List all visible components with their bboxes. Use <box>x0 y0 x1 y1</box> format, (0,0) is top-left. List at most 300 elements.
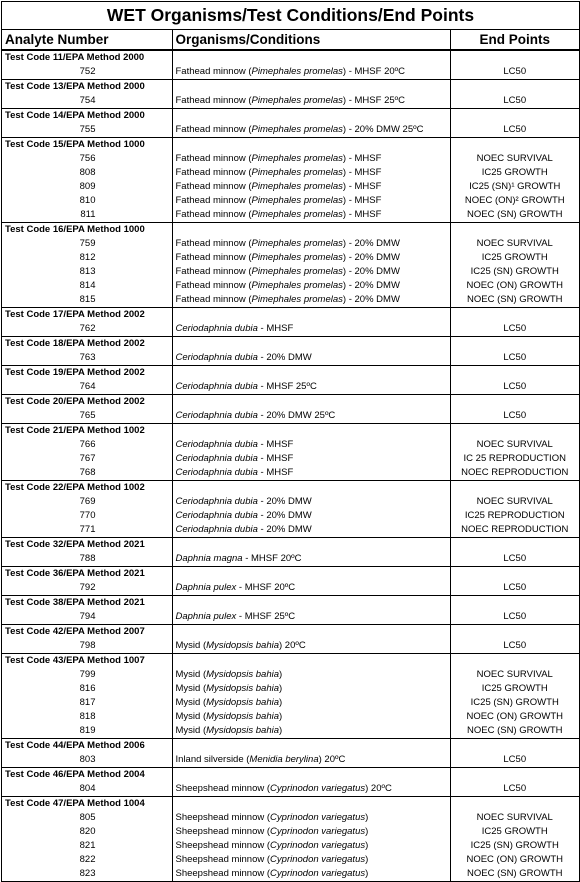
empty-cell <box>450 80 579 95</box>
analyte-number: 814 <box>79 280 96 291</box>
analyte-number: 767 <box>79 453 96 464</box>
end-point: IC25 (SN)¹ GROWTH <box>450 180 579 194</box>
test-condition: - MHSF <box>257 453 294 464</box>
organism-condition <box>172 710 450 724</box>
organism-species-name: Ceriodaphnia dubia <box>175 410 258 421</box>
test-code-label: Test Code 43/EPA Method 1007 <box>2 654 172 669</box>
table-row <box>2 853 579 867</box>
table-row <box>2 811 579 825</box>
analyte-number: 808 <box>79 167 96 178</box>
end-point: LC50 <box>450 65 579 80</box>
organism-condition <box>172 322 450 337</box>
analyte-number: 804 <box>79 783 96 794</box>
test-code-label: Test Code 15/EPA Method 1000 <box>2 138 172 153</box>
test-code-label: Test Code 38/EPA Method 2021 <box>2 596 172 611</box>
empty-cell <box>450 538 579 553</box>
end-point: LC50 <box>450 581 579 596</box>
empty-cell <box>172 797 450 812</box>
analyte-number: 810 <box>79 195 96 206</box>
end-point: LC50 <box>450 351 579 366</box>
organism-species-name: Cyprinodon variegatus <box>270 868 366 879</box>
test-code-row <box>2 739 579 754</box>
organism-species-name: Pimephales promelas <box>251 252 343 263</box>
page-title: WET Organisms/Test Conditions/End Points <box>2 2 579 30</box>
organism-species-name: Mysidopsis bahia <box>206 683 279 694</box>
empty-cell <box>450 337 579 352</box>
organism-species-name: Pimephales promelas <box>251 238 343 249</box>
test-code-label: Test Code 46/EPA Method 2004 <box>2 768 172 783</box>
table-row <box>2 194 579 208</box>
empty-cell <box>172 739 450 754</box>
test-code-label: Test Code 20/EPA Method 2002 <box>2 395 172 410</box>
analyte-number: 816 <box>79 683 96 694</box>
end-point: NOEC SURVIVAL <box>450 668 579 682</box>
empty-cell <box>450 366 579 381</box>
end-point: IC 25 REPRODUCTION <box>450 452 579 466</box>
test-condition: ) <box>365 868 369 879</box>
test-condition: ) <box>279 669 283 680</box>
end-point: LC50 <box>450 94 579 109</box>
organism-species-name: Ceriodaphnia dubia <box>175 524 258 535</box>
empty-cell <box>172 481 450 496</box>
analyte-number: 821 <box>79 840 96 851</box>
organism-condition <box>172 825 450 839</box>
empty-cell <box>172 80 450 95</box>
organism-species-name: Ceriodaphnia dubia <box>175 467 258 478</box>
empty-cell <box>172 654 450 669</box>
organism-common-name: Sheepshead minnow ( <box>175 812 271 823</box>
empty-cell <box>172 596 450 611</box>
test-condition: ) - MHSF <box>342 153 382 164</box>
test-code-row <box>2 223 579 238</box>
empty-cell <box>172 567 450 582</box>
end-point: LC50 <box>450 639 579 654</box>
table-row <box>2 509 579 523</box>
organism-species-name: Pimephales promelas <box>251 209 343 220</box>
end-point: IC25 (SN) GROWTH <box>450 265 579 279</box>
analyte-number: 799 <box>79 669 96 680</box>
organism-condition <box>172 466 450 481</box>
table-row <box>2 782 579 797</box>
organism-species-name: Mysidopsis bahia <box>206 697 279 708</box>
organism-condition <box>172 668 450 682</box>
test-condition: - MHSF 20ºC <box>236 582 296 593</box>
organism-common-name: Sheepshead minnow ( <box>175 868 271 879</box>
empty-cell <box>172 109 450 124</box>
analyte-number: 817 <box>79 697 96 708</box>
analyte-number: 820 <box>79 826 96 837</box>
empty-cell <box>172 366 450 381</box>
table-row <box>2 409 579 424</box>
test-code-row <box>2 109 579 124</box>
empty-cell <box>172 337 450 352</box>
table-row <box>2 351 579 366</box>
organism-species-name: Cyprinodon variegatus <box>270 854 366 865</box>
end-point: NOEC (ON)² GROWTH <box>450 194 579 208</box>
organism-common-name: Mysid ( <box>175 640 207 651</box>
organism-condition <box>172 610 450 625</box>
end-point: NOEC REPRODUCTION <box>450 523 579 538</box>
organism-condition <box>172 867 450 881</box>
analyte-number: 819 <box>79 725 96 736</box>
table-row <box>2 265 579 279</box>
analyte-number: 809 <box>79 181 96 192</box>
end-point: LC50 <box>450 753 579 768</box>
organism-condition <box>172 853 450 867</box>
test-condition: ) - MHSF <box>342 195 382 206</box>
analyte-number: 754 <box>79 95 96 106</box>
test-code-label: Test Code 19/EPA Method 2002 <box>2 366 172 381</box>
table-row <box>2 166 579 180</box>
test-condition: ) 20ºC <box>318 754 346 765</box>
organism-condition <box>172 753 450 768</box>
organism-condition <box>172 811 450 825</box>
table-row <box>2 279 579 293</box>
organism-condition <box>172 265 450 279</box>
organism-condition <box>172 208 450 223</box>
table-row <box>2 251 579 265</box>
table-row <box>2 639 579 654</box>
organism-species-name: Ceriodaphnia dubia <box>175 496 258 507</box>
test-condition: ) - 20% DMW <box>342 294 400 305</box>
test-code-row <box>2 596 579 611</box>
header-analyte-number: Analyte Number <box>2 30 172 50</box>
end-point: IC25 GROWTH <box>450 825 579 839</box>
test-condition: ) - MHSF <box>342 209 382 220</box>
end-point: LC50 <box>450 782 579 797</box>
table-row <box>2 668 579 682</box>
test-code-row <box>2 80 579 95</box>
table-row <box>2 208 579 223</box>
organism-common-name: Fathead minnow ( <box>175 167 252 178</box>
end-point: NOEC SURVIVAL <box>450 811 579 825</box>
test-code-row <box>2 424 579 439</box>
organism-condition <box>172 380 450 395</box>
endpoints-table <box>2 30 579 881</box>
organism-species-name: Mysidopsis bahia <box>206 711 279 722</box>
empty-cell <box>450 739 579 754</box>
test-code-row <box>2 625 579 640</box>
organism-species-name: Pimephales promelas <box>251 280 343 291</box>
test-code-label: Test Code 13/EPA Method 2000 <box>2 80 172 95</box>
organism-species-name: Ceriodaphnia dubia <box>175 510 258 521</box>
organism-common-name: Mysid ( <box>175 697 207 708</box>
organism-condition <box>172 152 450 166</box>
organism-species-name: Cyprinodon variegatus <box>270 783 366 794</box>
table-row <box>2 696 579 710</box>
analyte-number: 811 <box>80 209 96 220</box>
organism-condition <box>172 724 450 739</box>
table-row <box>2 867 579 881</box>
end-point: LC50 <box>450 380 579 395</box>
organism-species-name: Mysidopsis bahia <box>206 725 279 736</box>
organism-species-name: Pimephales promelas <box>251 195 343 206</box>
organism-species-name: Cyprinodon variegatus <box>270 840 366 851</box>
analyte-number: 764 <box>79 381 96 392</box>
test-condition: - MHSF <box>257 467 294 478</box>
empty-cell <box>172 138 450 153</box>
test-condition: ) - 20% DMW 25ºC <box>342 124 424 135</box>
analyte-number: 822 <box>79 854 96 865</box>
table-row <box>2 452 579 466</box>
organism-species-name: Menidia berylina <box>249 754 319 765</box>
table-row <box>2 123 579 138</box>
empty-cell <box>450 768 579 783</box>
organism-condition <box>172 639 450 654</box>
test-code-row <box>2 768 579 783</box>
end-point: LC50 <box>450 322 579 337</box>
organism-condition <box>172 251 450 265</box>
organism-common-name: Mysid ( <box>175 711 207 722</box>
table-row <box>2 180 579 194</box>
test-code-row <box>2 337 579 352</box>
organism-species-name: Pimephales promelas <box>251 153 343 164</box>
end-point: IC25 GROWTH <box>450 682 579 696</box>
organism-common-name: Fathead minnow ( <box>175 280 252 291</box>
header-end-points: End Points <box>450 30 579 50</box>
test-condition: ) - MHSF 25ºC <box>342 95 405 106</box>
organism-species-name: Mysidopsis bahia <box>206 640 279 651</box>
organism-condition <box>172 495 450 509</box>
empty-cell <box>450 308 579 323</box>
organism-species-name: Pimephales promelas <box>251 294 343 305</box>
empty-cell <box>172 395 450 410</box>
organism-condition <box>172 581 450 596</box>
empty-cell <box>450 797 579 812</box>
organism-species-name: Cyprinodon variegatus <box>270 812 366 823</box>
end-point: LC50 <box>450 409 579 424</box>
test-condition: - 20% DMW <box>257 524 312 535</box>
end-point: NOEC (SN) GROWTH <box>450 867 579 881</box>
organism-species-name: Daphnia pulex <box>175 611 237 622</box>
organism-common-name: Sheepshead minnow ( <box>175 826 271 837</box>
analyte-number: 756 <box>79 153 96 164</box>
analyte-number: 771 <box>79 524 96 535</box>
organism-condition <box>172 552 450 567</box>
test-condition: - 20% DMW 25ºC <box>257 410 336 421</box>
table-row <box>2 152 579 166</box>
test-condition: - MHSF <box>257 323 294 334</box>
organism-species-name: Daphnia magna <box>175 553 243 564</box>
end-point: NOEC (SN) GROWTH <box>450 208 579 223</box>
analyte-number: 818 <box>79 711 96 722</box>
end-point: NOEC SURVIVAL <box>450 152 579 166</box>
organism-species-name: Cyprinodon variegatus <box>270 826 366 837</box>
analyte-number: 798 <box>79 640 96 651</box>
organism-species-name: Ceriodaphnia dubia <box>175 352 258 363</box>
test-condition: ) - 20% DMW <box>342 238 400 249</box>
table-row <box>2 523 579 538</box>
test-code-row <box>2 538 579 553</box>
test-condition: ) - MHSF <box>342 181 382 192</box>
empty-cell <box>450 654 579 669</box>
table-row <box>2 581 579 596</box>
organism-common-name: Fathead minnow ( <box>175 95 252 106</box>
test-condition: ) <box>279 697 283 708</box>
table-row <box>2 682 579 696</box>
organism-condition <box>172 452 450 466</box>
test-condition: ) - MHSF 20ºC <box>342 66 405 77</box>
organism-species-name: Pimephales promelas <box>251 124 343 135</box>
organism-condition <box>172 509 450 523</box>
test-condition: ) - 20% DMW <box>342 252 400 263</box>
table-row <box>2 724 579 739</box>
table-row <box>2 94 579 109</box>
empty-cell <box>450 424 579 439</box>
organism-condition <box>172 293 450 308</box>
organism-common-name: Sheepshead minnow ( <box>175 783 271 794</box>
table-body <box>2 50 579 881</box>
analyte-number: 788 <box>79 553 96 564</box>
test-code-row <box>2 366 579 381</box>
test-condition: - MHSF <box>257 439 294 450</box>
end-point: IC25 (SN) GROWTH <box>450 696 579 710</box>
organism-common-name: Fathead minnow ( <box>175 238 252 249</box>
organism-condition <box>172 782 450 797</box>
test-condition: - MHSF 20ºC <box>242 553 302 564</box>
organism-species-name: Ceriodaphnia dubia <box>175 453 258 464</box>
empty-cell <box>450 481 579 496</box>
table-row <box>2 237 579 251</box>
test-code-label: Test Code 16/EPA Method 1000 <box>2 223 172 238</box>
organism-species-name: Pimephales promelas <box>251 95 343 106</box>
end-point: NOEC (SN) GROWTH <box>450 724 579 739</box>
test-code-label: Test Code 21/EPA Method 1002 <box>2 424 172 439</box>
analyte-number: 759 <box>79 238 96 249</box>
table-row <box>2 438 579 452</box>
test-condition: ) 20ºC <box>365 783 392 794</box>
test-code-row <box>2 50 579 65</box>
test-condition: ) - 20% DMW <box>342 280 400 291</box>
organism-species-name: Ceriodaphnia dubia <box>175 323 258 334</box>
organism-condition <box>172 438 450 452</box>
empty-cell <box>450 138 579 153</box>
header-organisms-conditions: Organisms/Conditions <box>172 30 450 50</box>
analyte-number: 763 <box>79 352 96 363</box>
empty-cell <box>450 596 579 611</box>
end-point: NOEC (ON) GROWTH <box>450 853 579 867</box>
empty-cell <box>172 538 450 553</box>
test-code-label: Test Code 18/EPA Method 2002 <box>2 337 172 352</box>
test-code-label: Test Code 17/EPA Method 2002 <box>2 308 172 323</box>
table-row <box>2 839 579 853</box>
test-code-label: Test Code 36/EPA Method 2021 <box>2 567 172 582</box>
table-row <box>2 380 579 395</box>
organism-species-name: Daphnia pulex <box>175 582 237 593</box>
organism-condition <box>172 65 450 80</box>
test-condition: - MHSF 25ºC <box>236 611 296 622</box>
organism-condition <box>172 180 450 194</box>
empty-cell <box>450 223 579 238</box>
organism-common-name: Sheepshead minnow ( <box>175 854 271 865</box>
organism-common-name: Mysid ( <box>175 669 207 680</box>
analyte-number: 813 <box>79 266 96 277</box>
test-condition: ) - MHSF <box>342 167 382 178</box>
test-condition: ) <box>365 854 369 865</box>
analyte-number: 792 <box>79 582 96 593</box>
test-condition: ) <box>279 725 283 736</box>
organism-condition <box>172 351 450 366</box>
test-code-row <box>2 308 579 323</box>
end-point: NOEC (ON) GROWTH <box>450 279 579 293</box>
empty-cell <box>172 50 450 65</box>
end-point: NOEC (ON) GROWTH <box>450 710 579 724</box>
end-point: NOEC (SN) GROWTH <box>450 293 579 308</box>
empty-cell <box>172 768 450 783</box>
organism-species-name: Pimephales promelas <box>251 181 343 192</box>
empty-cell <box>450 567 579 582</box>
analyte-number: 805 <box>79 812 96 823</box>
table-row <box>2 825 579 839</box>
empty-cell <box>450 50 579 65</box>
organism-species-name: Pimephales promelas <box>251 266 343 277</box>
empty-cell <box>172 625 450 640</box>
analyte-number: 752 <box>79 66 96 77</box>
test-code-row <box>2 395 579 410</box>
analyte-number: 769 <box>79 496 96 507</box>
organism-common-name: Fathead minnow ( <box>175 181 252 192</box>
end-point: IC25 (SN) GROWTH <box>450 839 579 853</box>
end-point: NOEC SURVIVAL <box>450 237 579 251</box>
analyte-number: 823 <box>79 868 96 879</box>
table-row <box>2 322 579 337</box>
end-point: LC50 <box>450 123 579 138</box>
organism-common-name: Fathead minnow ( <box>175 266 252 277</box>
end-point: IC25 GROWTH <box>450 251 579 265</box>
empty-cell <box>450 109 579 124</box>
organism-condition <box>172 194 450 208</box>
test-condition: ) <box>365 840 369 851</box>
organism-common-name: Sheepshead minnow ( <box>175 840 271 851</box>
test-code-row <box>2 654 579 669</box>
test-condition: ) <box>279 711 283 722</box>
empty-cell <box>172 223 450 238</box>
analyte-number: 768 <box>79 467 96 478</box>
organism-condition <box>172 123 450 138</box>
organism-common-name: Fathead minnow ( <box>175 294 252 305</box>
organism-condition <box>172 839 450 853</box>
test-code-row <box>2 567 579 582</box>
organism-species-name: Mysidopsis bahia <box>206 669 279 680</box>
test-code-row <box>2 138 579 153</box>
test-code-label: Test Code 11/EPA Method 2000 <box>5 52 145 63</box>
organism-species-name: Pimephales promelas <box>251 66 343 77</box>
empty-cell <box>450 395 579 410</box>
organism-common-name: Fathead minnow ( <box>175 252 252 263</box>
test-code-label: Test Code 22/EPA Method 1002 <box>2 481 172 496</box>
analyte-number: 812 <box>79 252 96 263</box>
test-code-label: Test Code 47/EPA Method 1004 <box>2 797 172 812</box>
organism-condition <box>172 523 450 538</box>
empty-cell <box>172 424 450 439</box>
test-condition: - 20% DMW <box>257 510 312 521</box>
organism-condition <box>172 682 450 696</box>
organism-condition <box>172 94 450 109</box>
organism-common-name: Mysid ( <box>175 683 207 694</box>
table-row <box>2 753 579 768</box>
table-row <box>2 710 579 724</box>
analyte-number: 762 <box>79 323 96 334</box>
test-condition: ) 20ºC <box>279 640 306 651</box>
end-point: NOEC SURVIVAL <box>450 495 579 509</box>
test-condition: ) <box>279 683 283 694</box>
end-point: IC25 REPRODUCTION <box>450 509 579 523</box>
organism-condition <box>172 237 450 251</box>
analyte-number: 766 <box>79 439 96 450</box>
wet-endpoints-sheet <box>1 1 580 882</box>
table-row <box>2 466 579 481</box>
end-point: IC25 GROWTH <box>450 166 579 180</box>
